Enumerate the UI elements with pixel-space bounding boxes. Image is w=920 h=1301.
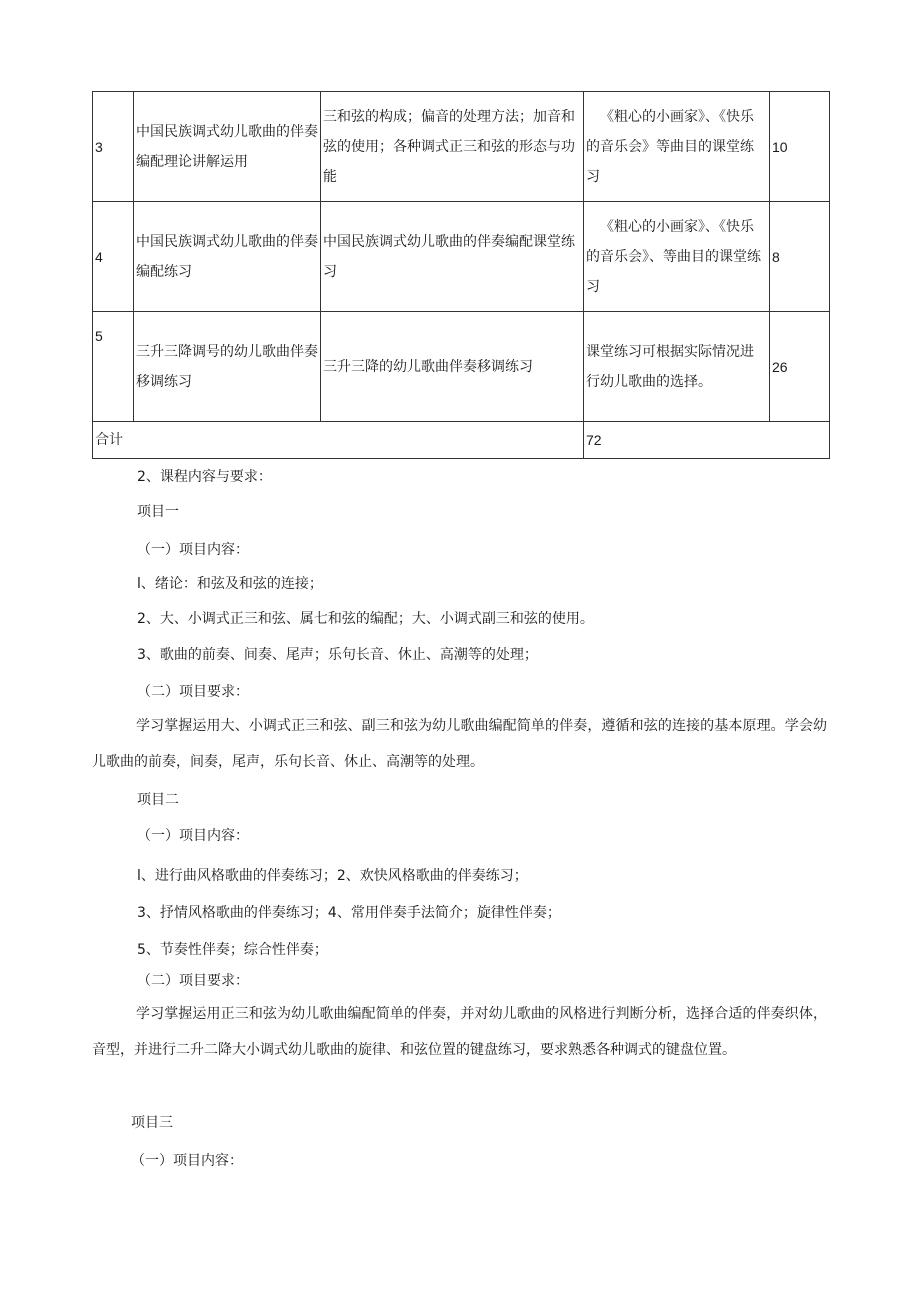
row-topic: 三升三降调号的幼儿歌曲伴奏移调练习 [134,312,321,422]
project-three-title: 项目三 [131,1115,173,1131]
table-row [93,202,830,312]
section-title: 2、课程内容与要求： [137,469,272,485]
row-practice: 《粗心的小画家》、《快乐的音乐会》、等曲目的课堂练习 [584,202,770,312]
total-label: 合计 [93,422,584,459]
row-practice: 课堂练习可根据实际情况进行幼儿歌曲的选择。 [584,312,770,422]
row-hours: 10 [770,92,830,202]
project-two-item-3: 5、节奏性伴奏；综合性伴奏； [137,942,328,958]
project-two-title: 项目二 [137,792,179,808]
project-one-item-1: l、绪论：和弦及和弦的连接； [137,576,323,592]
row-number: 3 [93,92,134,202]
row-hours: 26 [770,312,830,422]
row-hours: 8 [770,202,830,312]
project-two-item-2: 3、抒情风格歌曲的伴奏练习；4、常用伴奏手法简介；旋律性伴奏； [137,905,561,921]
row-content: 三和弦的构成；偏音的处理方法；加音和弦的使用；各种调式正三和弦的形态与功能 [321,92,584,202]
table-total-row [93,422,830,459]
project-two-content-label: （一）项目内容： [137,828,249,844]
table-row [93,312,830,422]
project-two-requirement-text: 学习掌握运用正三和弦为幼儿歌曲编配简单的伴奏，并对幼儿歌曲的风格进行判断分析，选择合适的伴奏织体，音型，并进行二升二降大小调式幼儿歌曲的旋律、和弦位置的键盘练习，要求熟悉各种调式的键盘位置。 [92,1006,827,1058]
project-one-content-label: （一）项目内容： [137,542,249,558]
row-topic: 中国民族调式幼儿歌曲的伴奏编配理论讲解运用 [134,92,321,202]
row-practice: 《粗心的小画家》、《快乐的音乐会》等曲目的课堂练习 [584,92,770,202]
row-number: 4 [93,202,134,312]
row-content: 三升三降的幼儿歌曲伴奏移调练习 [321,312,584,422]
total-value: 72 [584,422,830,459]
row-number: 5 [93,312,134,422]
project-one-requirement-label: （二）项目要求： [137,684,249,700]
row-topic: 中国民族调式幼儿歌曲的伴奏编配练习 [134,202,321,312]
project-one-title: 项目一 [137,504,179,520]
project-two-requirement-label: （二）项目要求： [137,973,249,989]
project-two-item-1: l、进行曲风格歌曲的伴奏练习；2、欢快风格歌曲的伴奏练习； [137,868,528,884]
course-schedule-table [92,91,830,459]
project-one-item-3: 3、歌曲的前奏、间奏、尾声；乐句长音、休止、高潮等的处理； [137,647,538,663]
table-row [93,92,830,202]
row-content: 中国民族调式幼儿歌曲的伴奏编配课堂练习 [321,202,584,312]
project-three-content-label: （一）项目内容： [131,1153,243,1169]
project-one-item-2: 2、大、小调式正三和弦、属七和弦的编配；大、小调式副三和弦的使用。 [137,611,594,627]
project-one-requirement-text: 学习掌握运用大、小调式正三和弦、副三和弦为幼儿歌曲编配简单的伴奏，遵循和弦的连接的基本原理。学会幼儿歌曲的前奏，间奏，尾声，乐句长音、休止、高潮等的处理。 [92,718,827,770]
